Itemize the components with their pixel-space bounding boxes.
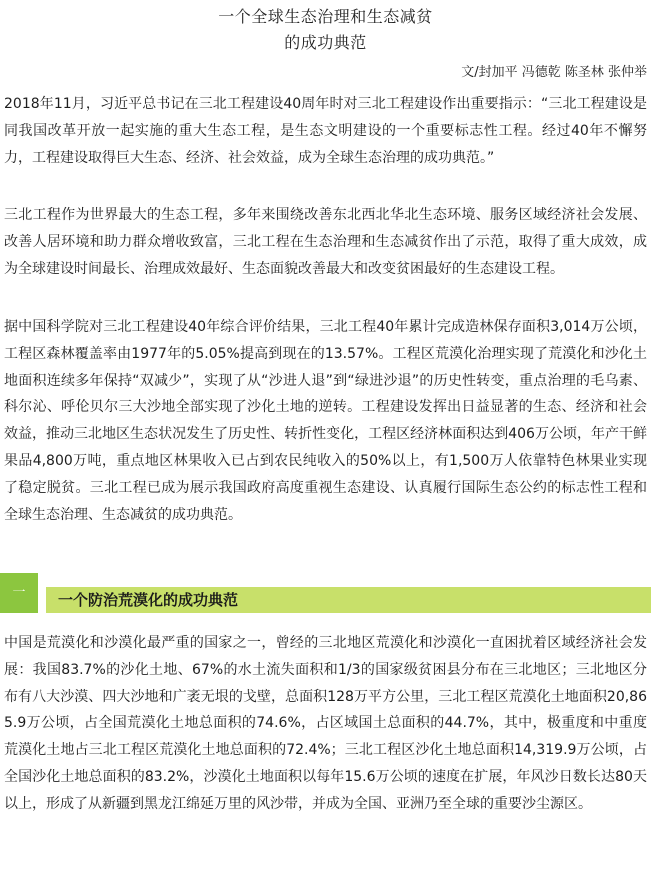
article-title xyxy=(0,4,651,56)
article-title-line-2: 的成功典范 xyxy=(284,33,367,52)
section-number-badge: 一 xyxy=(0,573,38,613)
intro-paragraph-1: 2018年11月，习近平总书记在三北工程建设40周年时对三北工程建设作出重要指示：“三北工程建设是同我国改革开放一起实施的重大生态工程，是生态文明建设的一个重要标志性工程。经过40年不懈努力，工程建设取得巨大生态、经济、社会效益，成为全球生态治理的成功典范。” xyxy=(4,96,647,166)
article-byline: 文/封加平 冯德乾 陈圣林 张仲举 xyxy=(461,65,647,80)
intro-paragraph-3: 据中国科学院对三北工程建设40年综合评价结果，三北工程40年累计完成造林保存面积3,014万公顷，工程区森林覆盖率由1977年的5.05%提高到现在的13.57%。工程区荒漠化治理实现了荒漠化和沙化土地面积连续多年保持“双减少”，实现了从“沙进人退”到“绿进沙退”的历史性转变，重点治理的毛乌素、科尔沁、呼伦贝尔三大沙地全部实现了沙化土地的逆转。工程建设发挥出日益显著的生态、经济和社会效益，推动三北地区生态状况发生了历史性、转折性变化，工程区经济林面积达到406万公顷，年产干鲜果品4,800万吨，重点地区林果收入已占到农民纯收入的50%以上，有1,500万人依靠特色林果业实现了稳定脱贫。三北工程已成为展示我国政府高度重视生态建设、认真履行国际生态公约的标志性工程和全球生态治理、生态减贫的成功典范。 xyxy=(4,319,647,523)
section-paragraph-1: 中国是荒漠化和沙漠化最严重的国家之一，曾经的三北地区荒漠化和沙漠化一直困扰着区域经济社会发展：我国83.7%的沙化土地、67%的水土流失面积和1/3的国家级贫困县分布在三北地区；三北地区分布有八大沙漠、四大沙地和广袤无垠的戈壁，总面积128万平方公里，三北工程区荒漠化土地面积20,865.9万公顷，占全国荒漠化土地总面积的74.6%，占区域国土总面积的44.7%，其中，极重度和中重度荒漠化土地占三北工程区荒漠化土地总面积的72.4%；三北工程区沙化土地总面积14,319.9万公顷，占全国沙化土地总面积的83.2%，沙漠化土地面积以每年15.6万公顷的速度在扩展，年风沙日数长达80天以上，形成了从新疆到黑龙江绵延万里的风沙带，并成为全国、亚洲乃至全球的重要沙尘源区。 xyxy=(4,635,647,812)
section-header xyxy=(0,573,651,613)
article-title-line-1: 一个全球生态治理和生态减贫 xyxy=(218,7,433,26)
section-title: 一个防治荒漠化的成功典范 xyxy=(58,591,239,609)
intro-paragraph-2: 三北工程作为世界最大的生态工程，多年来围绕改善东北西北华北生态环境、服务区域经济社会发展、改善人居环境和助力群众增收致富，三北工程在生态治理和生态减贫作出了示范，取得了重大成效，成为全球建设时间最长、治理成效最好、生态面貌改善最大和改变贫困最好的生态建设工程。 xyxy=(4,207,647,277)
